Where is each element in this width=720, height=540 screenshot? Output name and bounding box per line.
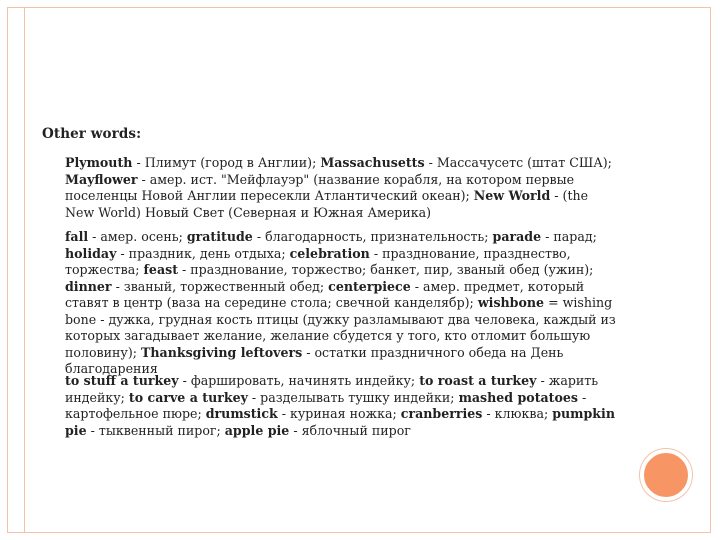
vocab-term: Thanksgiving leftovers (141, 344, 303, 360)
vocab-term: celebration (289, 245, 370, 261)
vocab-term: drumstick (205, 406, 278, 421)
vocab-definition: - празднование, празднество, торжества; (65, 245, 571, 277)
vocab-term: holiday (65, 245, 117, 261)
vocab-paragraph-holiday (65, 229, 620, 378)
vocab-definition: - яблочный пирог (289, 422, 411, 438)
vocab-definition: - фаршировать, начинять индейку; (178, 373, 420, 388)
vocab-definition: - парад; (541, 229, 597, 244)
vocab-paragraph-cooking (65, 373, 620, 439)
vocab-term: apple pie (224, 422, 290, 438)
vocab-term: feast (143, 262, 179, 277)
decorative-circle (640, 449, 692, 501)
vocab-term: parade (492, 229, 542, 244)
vocab-term: Massachusetts (320, 155, 425, 170)
vocab-definition: - куриная ножка; (277, 406, 401, 421)
vocab-term: to stuff a turkey (65, 373, 179, 388)
vocab-term: gratitude (186, 229, 253, 244)
vocab-term: cranberries (400, 406, 483, 421)
vocab-definition: = wishing bone - дужка, грудная кость птицы (дужку разламывают два человека, каждый из которых загадывает желание, желание сбудется у того, кто отломит большую половину); (65, 295, 616, 360)
vocab-term: pumpkin pie (65, 406, 615, 438)
vocab-definition: - разделывать тушку индейки; (247, 389, 459, 405)
vocab-definition: - тыквенный пирог; (86, 422, 225, 438)
vocab-definition: - амер. осень; (88, 229, 187, 244)
vocab-term: wishbone (477, 295, 545, 310)
vocab-definition: - остатки праздничного обеда на День благодарения (65, 344, 564, 376)
vocab-definition: - благодарность, признательность; (252, 229, 493, 244)
slide-left-stripe (7, 7, 25, 533)
vocab-definition: - клюква; (482, 406, 553, 421)
vocab-term: fall (65, 229, 89, 244)
vocab-definition: - картофельное пюре; (65, 389, 587, 421)
vocab-term: New World (473, 188, 551, 203)
vocab-term: centerpiece (328, 278, 411, 294)
vocab-definition: - амер. ист. "Мейфлауэр" (название корабля, на котором первые поселенцы Новой Англии пересекли Атлантический океан); (65, 171, 575, 203)
vocab-definition: - Массачусетс (штат США); (424, 155, 612, 170)
vocab-term: Plymouth (65, 155, 133, 170)
vocab-definition: - (the New World) Новый Свет (Северная и Южная Америка) (65, 188, 589, 220)
vocab-term: to roast a turkey (419, 373, 537, 388)
section-heading: Other words: (42, 126, 142, 142)
vocab-term: Mayflower (65, 171, 138, 187)
vocab-definition: - праздник, день отдыха; (116, 245, 290, 261)
vocab-paragraph-places (65, 155, 620, 221)
vocab-term: dinner (65, 278, 112, 294)
vocab-definition: - званый, торжественный обед; (111, 278, 329, 294)
vocab-definition: - празднование, торжество; банкет, пир, званый обед (ужин); (178, 262, 594, 277)
vocab-term: mashed potatoes (458, 389, 579, 405)
vocab-definition: - амер. предмет, который ставят в центр (ваза на середине стола; свечной канделябр); (65, 278, 585, 310)
vocab-term: to carve a turkey (128, 389, 248, 405)
vocab-definition: - Плимут (город в Англии); (132, 155, 321, 170)
vocab-definition: - жарить индейку; (65, 373, 599, 405)
